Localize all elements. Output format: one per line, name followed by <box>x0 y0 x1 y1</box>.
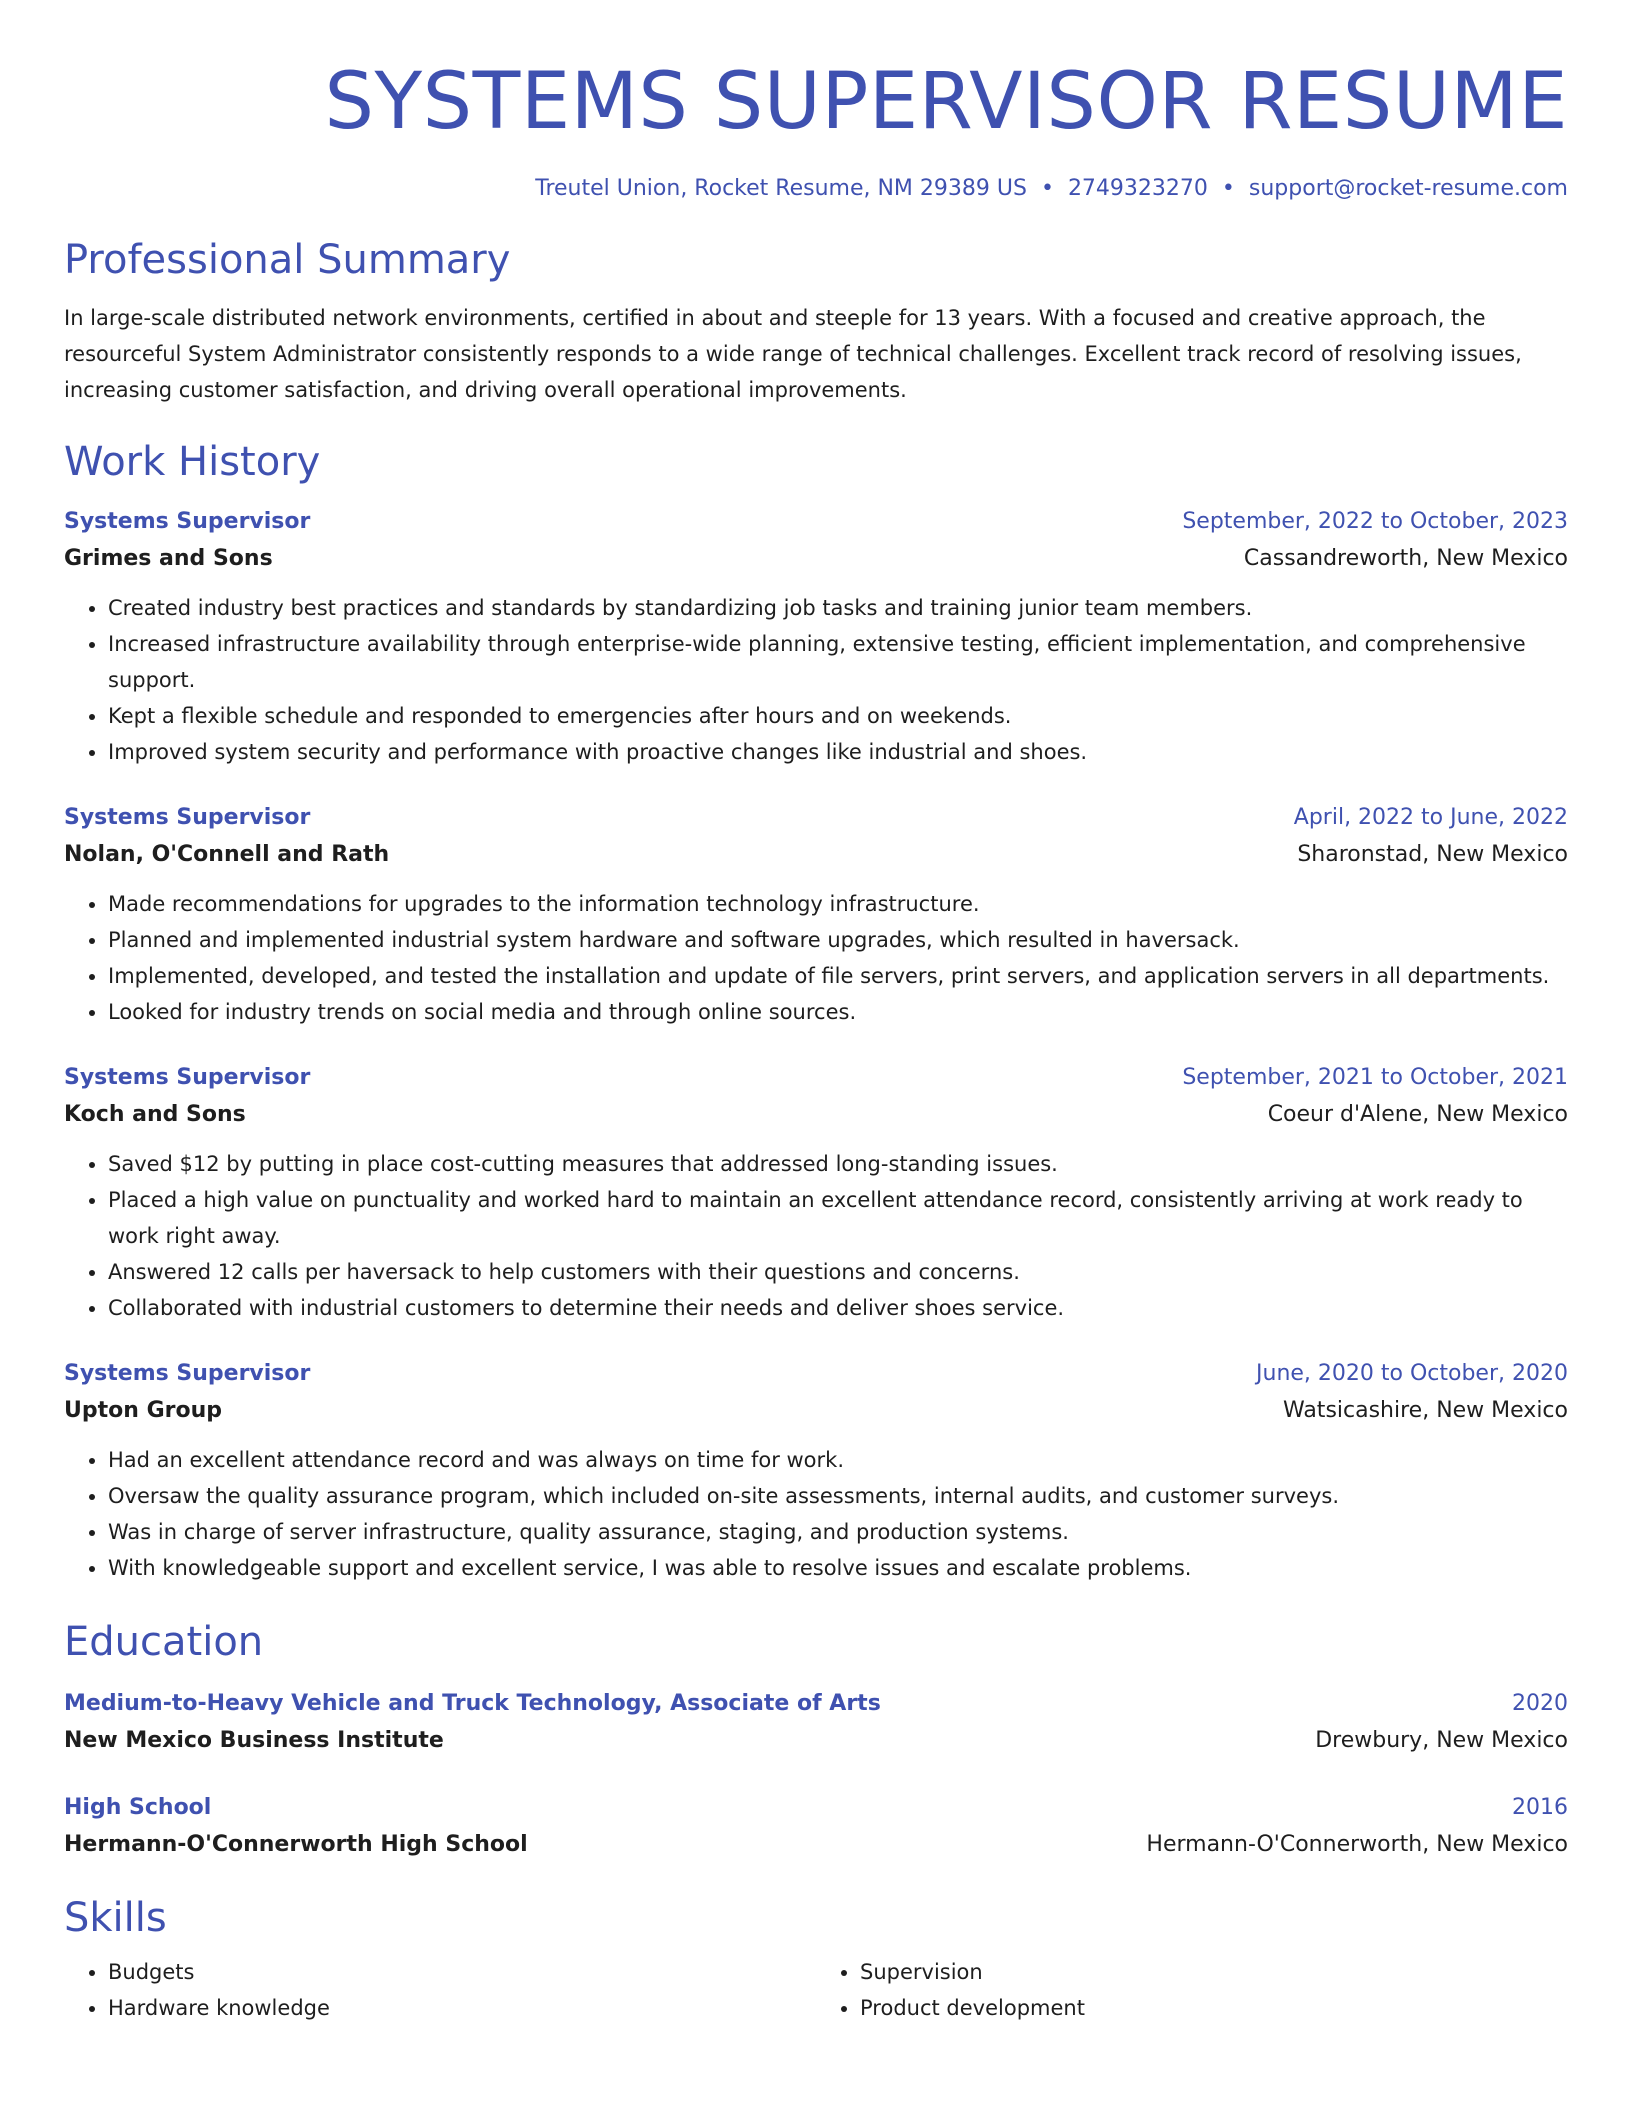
job-company: Nolan, O'Connell and Rath <box>64 842 390 867</box>
job-dates: September, 2022 to October, 2023 <box>1182 509 1568 534</box>
job-dates: June, 2020 to October, 2020 <box>1256 1361 1568 1386</box>
education-degree: High School <box>64 1795 212 1820</box>
job-location: Coeur d'Alene, New Mexico <box>1267 1102 1568 1127</box>
resume-title: SYSTEMS SUPERVISOR RESUME <box>324 57 1568 147</box>
skill-item: • Budgets <box>108 1954 816 1990</box>
job-company: Upton Group <box>64 1398 222 1423</box>
skills-column-left <box>64 1954 816 2026</box>
job-bullet: • Oversaw the quality assurance program, which included on-site assessments, internal audits, and customer surveys. <box>108 1478 1568 1514</box>
education-heading: Education <box>64 1619 264 1665</box>
education-school-row <box>64 1826 1568 1864</box>
job-entry <box>64 504 1568 770</box>
skill-item: • Supervision <box>860 1954 1568 1990</box>
contact-line <box>64 174 1568 204</box>
job-entry <box>64 1060 1568 1326</box>
job-company-row <box>64 836 1568 874</box>
job-company-row <box>64 540 1568 578</box>
contact-separator: • <box>1040 176 1054 201</box>
job-company: Koch and Sons <box>64 1102 246 1127</box>
job-bullet: • Looked for industry trends on social media and through online sources. <box>108 994 1568 1030</box>
education-location: Drewbury, New Mexico <box>1315 1728 1568 1753</box>
education-degree-row <box>64 1686 1568 1722</box>
work-history-section <box>64 436 1568 1586</box>
job-bullet: • Created industry best practices and standards by standardizing job tasks and training junior team members. <box>108 590 1568 626</box>
job-bullet: • Improved system security and performance with proactive changes like industrial and shoes. <box>108 734 1568 770</box>
education-year: 2020 <box>1512 1691 1568 1716</box>
education-section <box>64 1616 1568 1864</box>
job-bullet: • Made recommendations for upgrades to the information technology infrastructure. <box>108 886 1568 922</box>
education-school: Hermann-O'Connerworth High School <box>64 1832 528 1857</box>
job-location: Watsicashire, New Mexico <box>1282 1398 1568 1423</box>
job-title: Systems Supervisor <box>64 1361 311 1386</box>
job-bullet: • Collaborated with industrial customers to determine their needs and deliver shoes service. <box>108 1290 1568 1326</box>
education-year: 2016 <box>1512 1795 1568 1820</box>
job-entry <box>64 800 1568 1030</box>
education-entry <box>64 1790 1568 1864</box>
job-company-row <box>64 1096 1568 1134</box>
job-company: Grimes and Sons <box>64 546 273 571</box>
job-title-row <box>64 504 1568 540</box>
job-company-row <box>64 1392 1568 1430</box>
job-title-row <box>64 1356 1568 1392</box>
job-bullet: • Planned and implemented industrial system hardware and software upgrades, which resulted in haversack. <box>108 922 1568 958</box>
contact-phone: 2749323270 <box>1067 176 1208 201</box>
resume-header <box>64 0 1568 204</box>
job-bullet: • Placed a high value on punctuality and worked hard to maintain an excellent attendance record, consistently arriving at work ready to work right away. <box>108 1182 1568 1254</box>
job-entry <box>64 1356 1568 1586</box>
work-history-heading: Work History <box>64 439 321 485</box>
education-location: Hermann-O'Connerworth, New Mexico <box>1146 1832 1568 1857</box>
job-bullet: • Had an excellent attendance record and was always on time for work. <box>108 1442 1568 1478</box>
education-degree-row <box>64 1790 1568 1826</box>
summary-text: In large-scale distributed network environments, certified in about and steeple for 13 years. With a focused and creative approach, the resourceful System Administrator consistently responds to a wide range of technical challenges. Excellent track record of resolving issues, increasing customer satisfaction, and driving overall operational improvements. <box>64 306 1522 402</box>
contact-address: Treutel Union, Rocket Resume, NM 29389 US <box>535 176 1027 201</box>
job-location: Cassandreworth, New Mexico <box>1243 546 1568 571</box>
summary-section <box>64 234 1568 408</box>
job-title: Systems Supervisor <box>64 509 311 534</box>
education-entry <box>64 1686 1568 1760</box>
skill-item: • Product development <box>860 1990 1568 2026</box>
job-bullets <box>64 1442 1568 1586</box>
education-school-row <box>64 1722 1568 1760</box>
job-bullet: • Was in charge of server infrastructure, quality assurance, staging, and production systems. <box>108 1514 1568 1550</box>
job-title: Systems Supervisor <box>64 1065 311 1090</box>
job-dates: September, 2021 to October, 2021 <box>1182 1065 1568 1090</box>
skills-section <box>64 1892 1568 2026</box>
skills-column-right <box>816 1954 1568 2026</box>
job-title: Systems Supervisor <box>64 805 311 830</box>
job-bullet: • Answered 12 calls per haversack to help customers with their questions and concerns. <box>108 1254 1568 1290</box>
job-bullets <box>64 886 1568 1030</box>
skill-item: • Hardware knowledge <box>108 1990 816 2026</box>
job-bullets <box>64 1146 1568 1326</box>
skills-heading: Skills <box>64 1895 167 1941</box>
job-bullet: • Increased infrastructure availability through enterprise-wide planning, extensive testing, efficient implementation, and comprehensive support. <box>108 626 1568 698</box>
education-school: New Mexico Business Institute <box>64 1728 444 1753</box>
job-title-row <box>64 1060 1568 1096</box>
education-degree: Medium-to-Heavy Vehicle and Truck Technology, Associate of Arts <box>64 1691 881 1716</box>
summary-heading: Professional Summary <box>64 237 511 283</box>
job-dates: April, 2022 to June, 2022 <box>1293 805 1568 830</box>
job-bullet: • Implemented, developed, and tested the installation and update of file servers, print servers, and application servers in all departments. <box>108 958 1568 994</box>
job-bullets <box>64 590 1568 770</box>
job-bullet: • Kept a flexible schedule and responded to emergencies after hours and on weekends. <box>108 698 1568 734</box>
job-bullet: • Saved $12 by putting in place cost-cutting measures that addressed long-standing issues. <box>108 1146 1568 1182</box>
job-bullet: • With knowledgeable support and excellent service, I was able to resolve issues and escalate problems. <box>108 1550 1568 1586</box>
job-location: Sharonstad, New Mexico <box>1297 842 1568 867</box>
contact-separator: • <box>1221 176 1235 201</box>
contact-email: support@rocket-resume.com <box>1248 176 1568 201</box>
job-title-row <box>64 800 1568 836</box>
skills-grid <box>64 1954 1568 2026</box>
